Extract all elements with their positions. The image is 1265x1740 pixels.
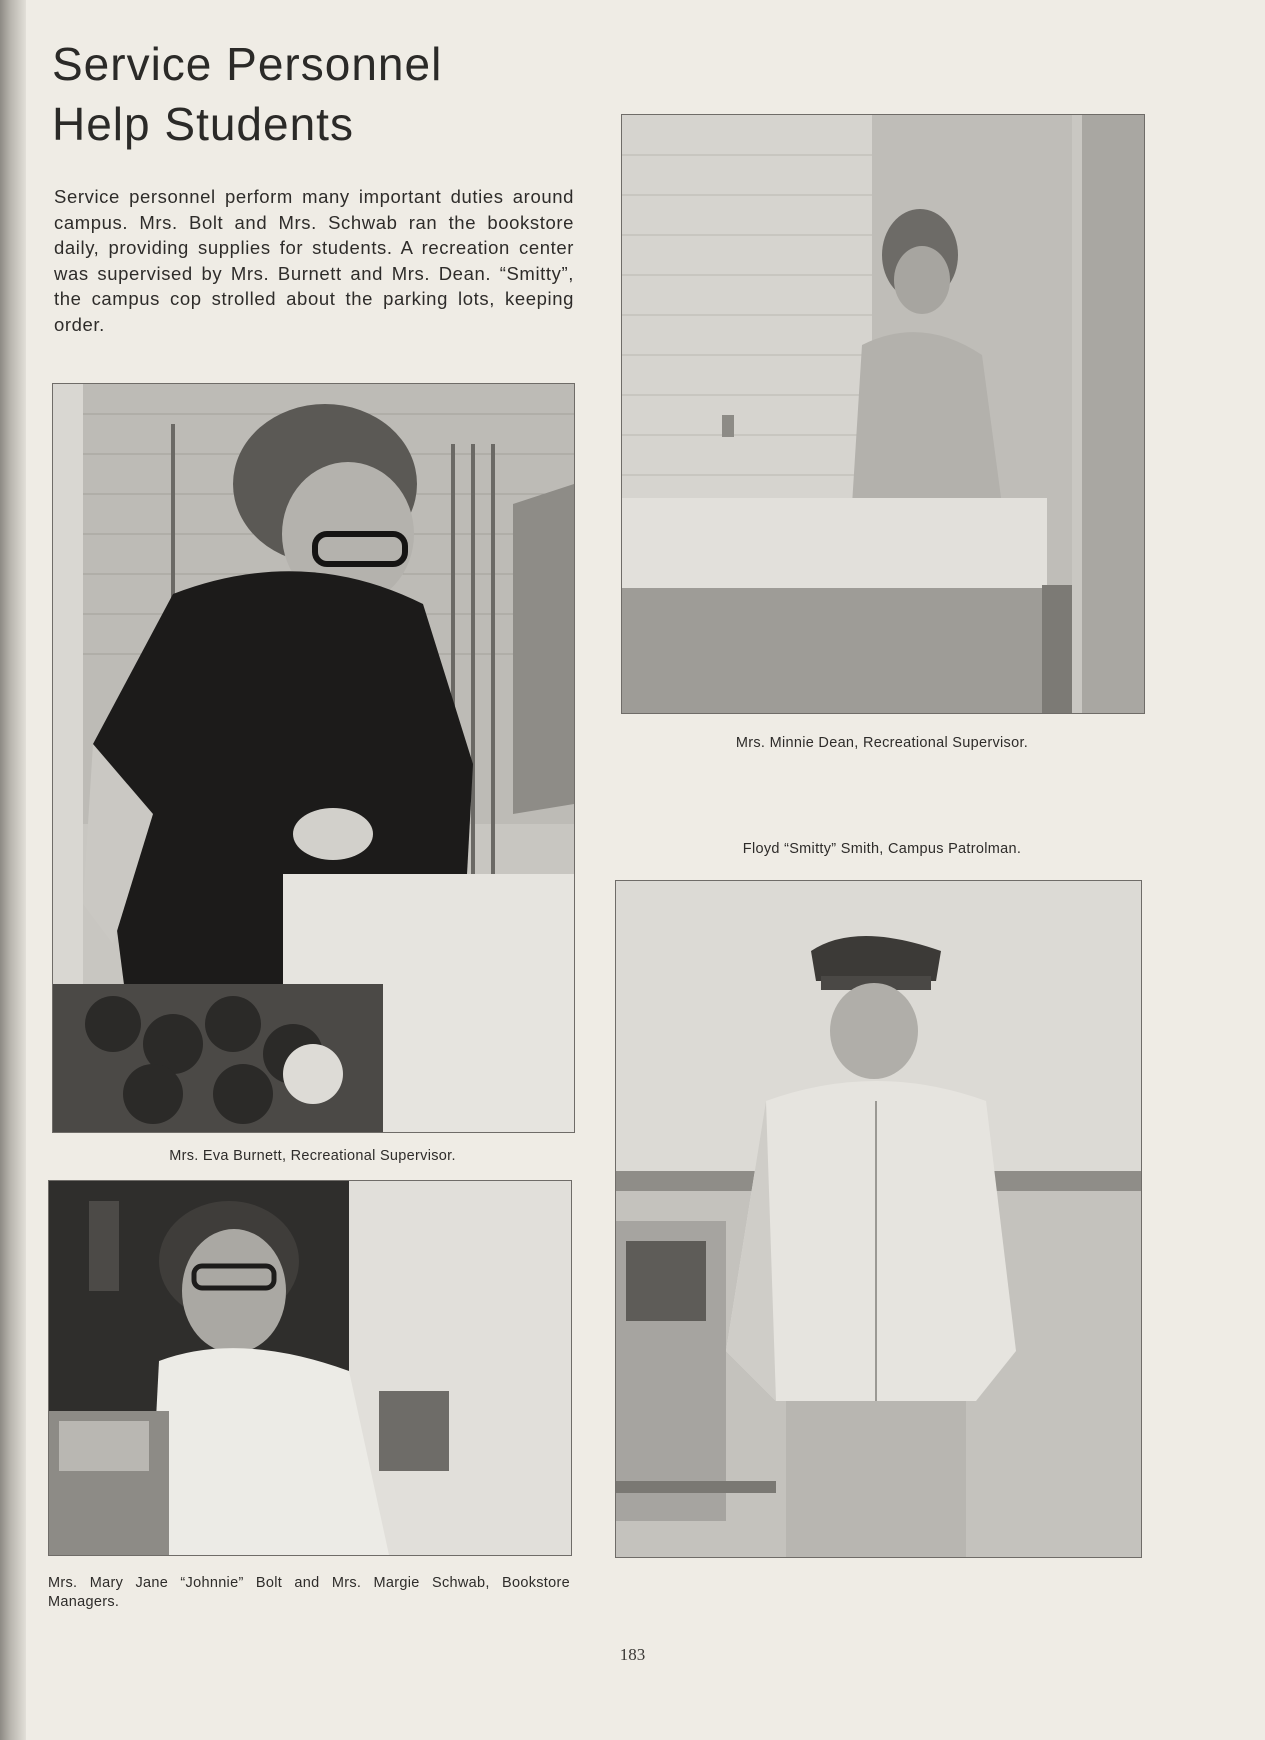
photo-bolt-schwab-image [49,1181,571,1555]
caption-bolt-schwab: Mrs. Mary Jane “Johnnie” Bolt and Mrs. Margie Schwab, Bookstore Managers. [48,1575,570,1610]
binding-shadow [0,0,26,1740]
page-headline [52,34,572,154]
photo-eva-burnett [52,383,575,1133]
headline-line-1: Service Personnel [52,38,443,90]
photo-floyd-smith [615,880,1142,1558]
photo-eva-burnett-image [53,384,574,1132]
photo-minnie-dean [621,114,1145,714]
photo-minnie-dean-image [622,115,1144,713]
page-number: 183 [619,1645,646,1664]
photo-bolt-schwab [48,1180,572,1556]
caption-minnie-dean: Mrs. Minnie Dean, Recreational Supervisor. [735,735,1029,751]
intro-paragraph: Service personnel perform many important duties around campus. Mrs. Bolt and Mrs. Schwab ran the bookstore daily, providing supplies for students. A recreation center was supervised by Mrs. Burnett and Mrs. Dean. “Smitty”, the campus cop strolled about the parking lots, keeping order. [54,186,574,335]
photo-floyd-smith-image [616,881,1141,1557]
caption-eva-burnett: Mrs. Eva Burnett, Recreational Supervisor. [169,1148,456,1164]
headline-line-2: Help Students [52,98,354,150]
caption-floyd-smith: Floyd “Smitty” Smith, Campus Patrolman. [742,841,1022,857]
